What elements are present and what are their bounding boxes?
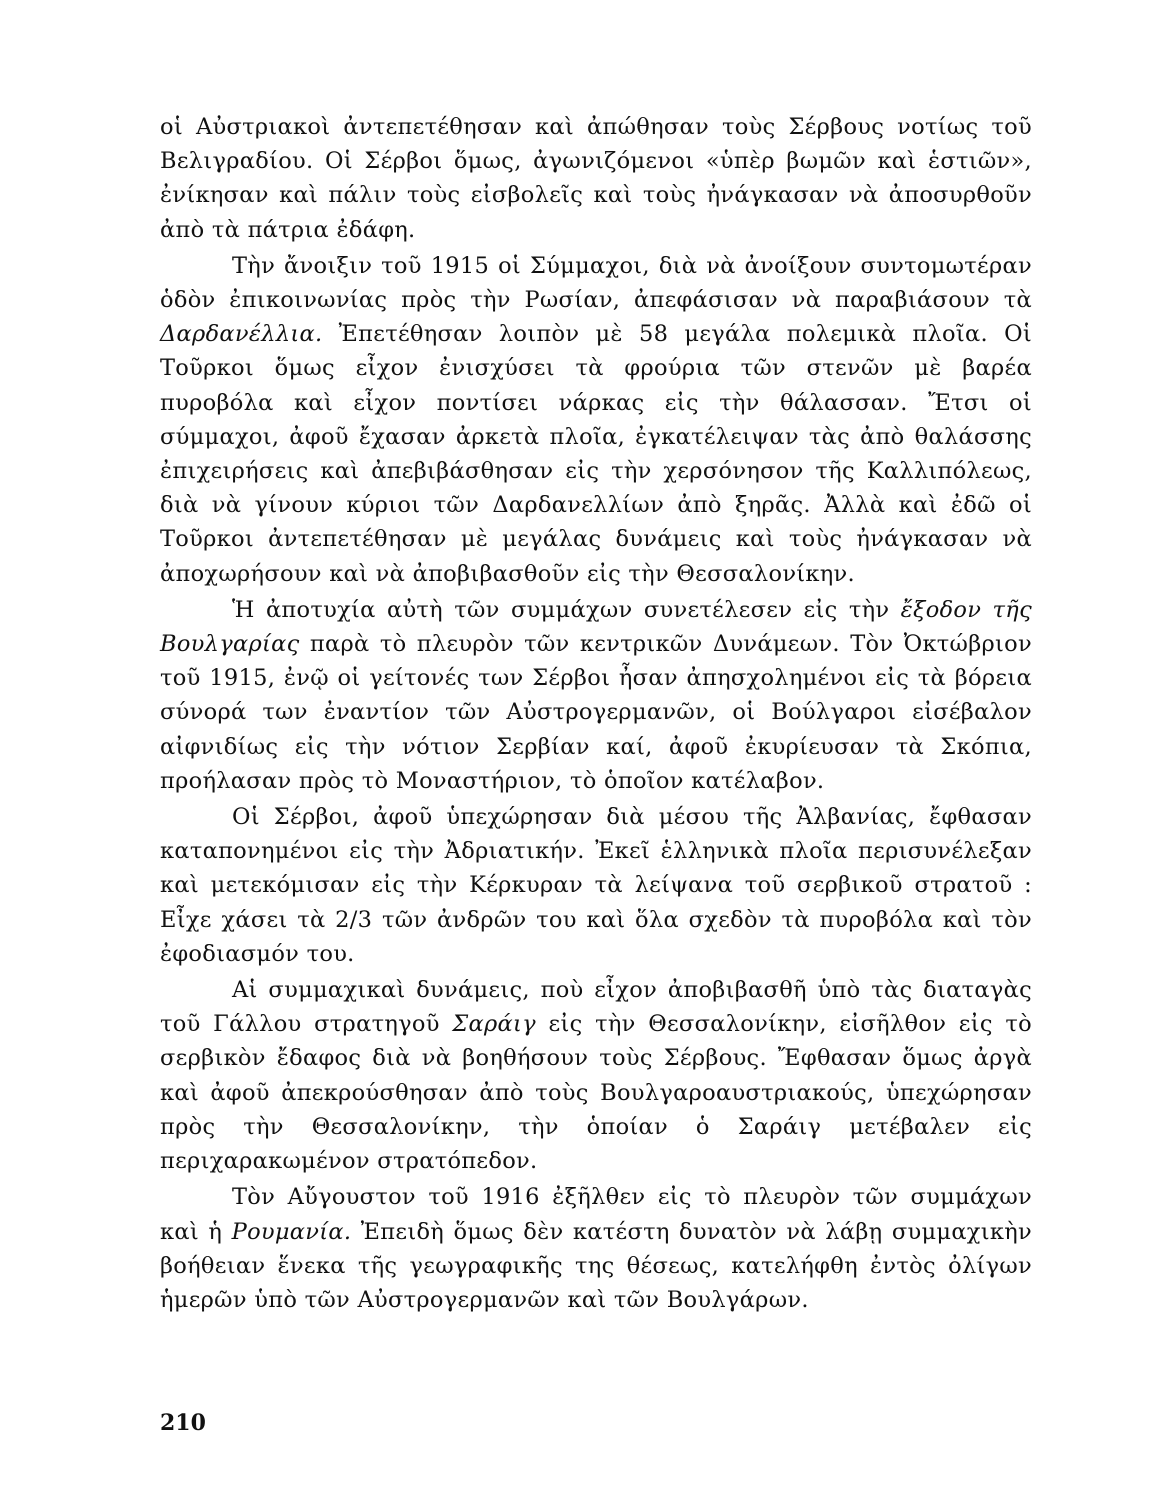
paragraph (160, 110, 1032, 247)
paragraph (160, 593, 1032, 798)
paragraph (160, 249, 1032, 591)
text-run: Οἱ Σέρβοι, ἀφοῦ ὑπεχώρησαν διὰ μέσου τῆς Ἀλβανίας, ἔφθασαν καταπονημένοι εἰς τὴν Ἀδριατικήν. Ἐκεῖ ἑλληνικὰ πλοῖα περισυνέλεξαν καὶ μετεκόμισαν εἰς τὴν Κέρκυραν τὰ λείψανα τοῦ σερβικοῦ στρατοῦ : Εἶχε χάσει τὰ 2/3 τῶν ἀνδρῶν του καὶ ὅλα σχεδὸν τὰ πυροβόλα καὶ τὸν ἐφοδιασμόν του. (160, 804, 1032, 967)
text-run: Ἡ ἀποτυχία αὐτὴ τῶν συμμάχων συνετέλεσεν εἰς τὴν (232, 596, 901, 623)
italic-term: ἔξοδον τῆς Βουλγαρίας (160, 596, 1032, 658)
paragraph (160, 1180, 1032, 1317)
italic-term: Ρουμανία. (231, 1218, 352, 1245)
page-number: 210 (160, 1410, 206, 1436)
paragraph (160, 973, 1032, 1178)
body-text (160, 110, 1032, 1319)
text-run: Αἱ συμμαχικαὶ δυνάμεις, ποὺ εἶχον ἀποβιβασθῆ ὑπὸ τὰς διαταγὰς τοῦ Γάλλου στρατηγοῦ (160, 977, 1032, 1038)
italic-term: Δαρδανέλλια. (160, 321, 323, 348)
paragraph (160, 800, 1032, 971)
text-run: Τὸν Αὔγουστον τοῦ 1916 ἐξῆλθεν εἰς τὸ πλευρὸν τῶν συμμάχων καὶ ἡ (160, 1184, 1032, 1245)
text-run: εἰς τὴν Θεσσαλονίκην, εἰσῆλθον εἰς τὸ σερβικὸν ἔδαφος διὰ νὰ βοηθήσουν τοὺς Σέρβους. Ἔφθασαν ὅμως ἀργὰ καὶ ἀφοῦ ἀπεκρούσθησαν ἀπὸ τοὺς Βουλγαροαυστριακούς, ὑπεχώρησαν πρὸς τὴν Θεσσαλονίκην, τὴν ὁποίαν ὁ Σαράιγ μετέβαλεν εἰς περιχαρακωμένον στρατόπεδον. (160, 1011, 1032, 1175)
text-run: Τὴν ἄνοιξιν τοῦ 1915 οἱ Σύμμαχοι, διὰ νὰ ἀνοίξουν συντομωτέραν ὁδὸν ἐπικοινωνίας πρὸς τὴν Ρωσίαν, ἀπεφάσισαν νὰ παραβιάσουν τὰ (160, 252, 1032, 314)
text-run: Ἐπετέθησαν λοιπὸν μὲ 58 μεγάλα πολεμικὰ πλοῖα. Οἱ Τοῦρκοι ὅμως εἶχον ἐνισχύσει τὰ φρούρια τῶν στενῶν μὲ βαρέα πυροβόλα καὶ εἶχον ποντίσει νάρκας εἰς τὴν θάλασσαν. Ἔτσι οἱ σύμμαχοι, ἀφοῦ ἔχασαν ἀρκετὰ πλοῖα, ἐγκατέλειψαν τὰς ἀπὸ θαλάσσης ἐπιχειρήσεις καὶ ἀπεβιβάσθησαν εἰς τὴν χερσόνησον τῆς Καλλιπόλεως, διὰ νὰ γίνουν κύριοι τῶν Δαρδανελλίων ἀπὸ ξηρᾶς. Ἀλλὰ καὶ ἐδῶ οἱ Τοῦρκοι ἀντεπετέθησαν μὲ μεγάλας δυνάμεις καὶ τοὺς ἠνάγκασαν νὰ ἀποχωρήσουν καὶ νὰ ἀποβιβασθοῦν εἰς τὴν Θεσσαλονίκην. (160, 321, 1032, 587)
text-run: οἱ Αὐστριακοὶ ἀντεπετέθησαν καὶ ἀπώθησαν τοὺς Σέρβους νοτίως τοῦ Βελιγραδίου. Οἱ Σέρβοι ὅμως, ἀγωνιζόμενοι «ὑπὲρ βωμῶν καὶ ἑστιῶν», ἐνίκησαν καὶ πάλιν τοὺς εἰσβολεῖς καὶ τοὺς ἠνάγκασαν νὰ ἀποσυρθοῦν ἀπὸ τὰ πάτρια ἐδάφη. (160, 114, 1032, 243)
text-run: παρὰ τὸ πλευρὸν τῶν κεντρικῶν Δυνάμεων. Τὸν Ὀκτώβριον τοῦ 1915, ἐνῷ οἱ γείτονές των Σέρβοι ἦσαν ἀπησχολημένοι εἰς τὰ βόρεια σύνορά των ἐναντίον τῶν Αὐστρογερμανῶν, οἱ Βούλγαροι εἰσέβαλον αἰφνιδίως εἰς τὴν νότιον Σερβίαν καί, ἀφοῦ ἐκυρίευσαν τὰ Σκόπια, προήλασαν πρὸς τὸ Μοναστήριον, τὸ ὁποῖον κατέλαβον. (160, 631, 1032, 794)
text-run: Ἐπειδὴ ὅμως δὲν κατέστη δυνατὸν νὰ λάβῃ συμμαχικὴν βοήθειαν ἕνεκα τῆς γεωγραφικῆς της θέσεως, κατελήφθη ἐντὸς ὀλίγων ἡμερῶν ὑπὸ τῶν Αὐστρογερμανῶν καὶ τῶν Βουλγάρων. (160, 1218, 1032, 1313)
italic-term: Σαράιγ (452, 1011, 536, 1038)
